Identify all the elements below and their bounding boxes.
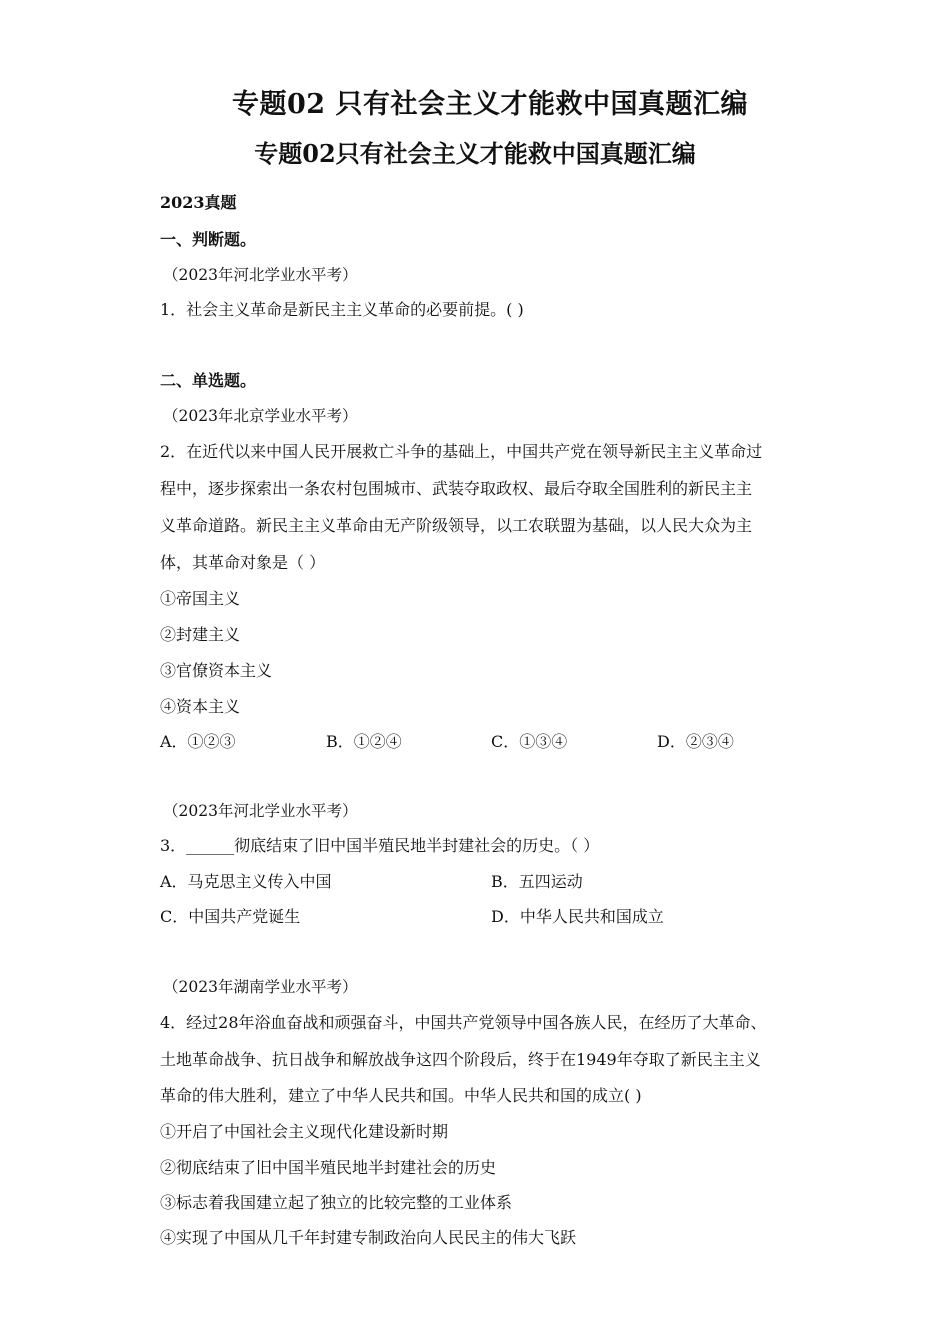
answer-option-a: A．马克思主义传入中国 [160, 872, 332, 891]
question-4-item: ③标志着我国建立起了独立的比较完整的工业体系 [160, 1193, 513, 1212]
section-heading-single-choice: 二、单选题。 [160, 371, 257, 390]
question-4-line: 4．经过28年浴血奋战和顽强奋斗，中国共产党领导中国各族人民，在经历了大革命、 [160, 1013, 767, 1032]
question-2-line: 义革命道路。新民主主义革命由无产阶级领导，以工农联盟为基础，以人民大众为主 [160, 516, 753, 535]
question-2-item: ①帝国主义 [160, 589, 241, 608]
question-source: （2023年河北学业水平考） [163, 802, 358, 820]
answer-option-d: D．②③④ [657, 732, 734, 751]
question-source: （2023年湖南学业水平考） [163, 978, 358, 996]
question-4-item: ②彻底结束了旧中国半殖民地半封建社会的历史 [160, 1158, 497, 1177]
question-4-line: 土地革命战争、抗日战争和解放战争这四个阶段后，终于在1949年夺取了新民主主义 [160, 1050, 761, 1069]
question-2-item: ②封建主义 [160, 625, 241, 644]
answer-option-c: C．①③④ [491, 732, 568, 751]
question-2-item: ③官僚资本主义 [160, 661, 273, 680]
question-4-item: ④实现了中国从几千年封建专制政治向人民民主的伟大飞跃 [160, 1228, 577, 1247]
document-subtitle: 专题02只有社会主义才能救中国真题汇编 [254, 139, 696, 168]
answer-option-b: B．五四运动 [491, 872, 583, 891]
question-4-item: ①开启了中国社会主义现代化建设新时期 [160, 1122, 449, 1141]
question-3-text: 3．______彻底结束了旧中国半殖民地半封建社会的历史。（ ） [160, 836, 600, 855]
question-1-text: 1．社会主义革命是新民主主义革命的必要前提。( ) [160, 300, 524, 319]
question-2-line: 体，其革命对象是（ ） [160, 553, 326, 572]
year-heading: 2023真题 [160, 193, 237, 212]
question-source: （2023年北京学业水平考） [163, 407, 358, 425]
question-4-line: 革命的伟大胜利，建立了中华人民共和国。中华人民共和国的成立( ) [160, 1086, 642, 1105]
question-2-line: 程中，逐步探索出一条农村包围城市、武装夺取政权、最后夺取全国胜利的新民主主 [160, 479, 753, 498]
question-2-line: 2．在近代以来中国人民开展救亡斗争的基础上，中国共产党在领导新民主主义革命过 [160, 442, 763, 461]
question-2-item: ④资本主义 [160, 697, 241, 716]
section-heading-judgement: 一、判断题。 [160, 230, 257, 249]
question-source: （2023年河北学业水平考） [163, 266, 358, 284]
answer-option-b: B．①②④ [326, 732, 402, 751]
answer-option-a: A．①②③ [160, 732, 236, 751]
document-title: 专题02 只有社会主义才能救中国真题汇编 [232, 89, 748, 120]
answer-option-d: D．中华人民共和国成立 [491, 907, 664, 926]
answer-option-c: C．中国共产党诞生 [160, 907, 301, 926]
